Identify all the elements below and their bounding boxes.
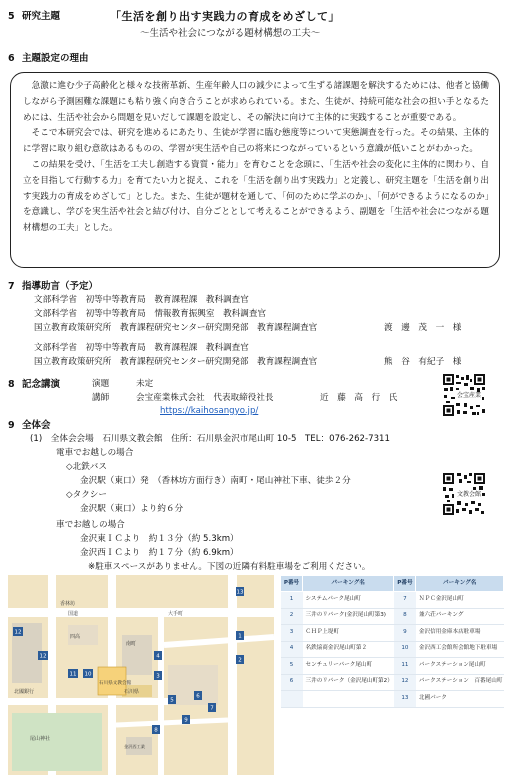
svg-text:4: 4 <box>156 653 160 660</box>
svg-text:2: 2 <box>238 657 242 664</box>
section-9-number: 9 <box>8 420 15 431</box>
lecture-title-label: 演題 <box>92 379 110 389</box>
svg-text:13: 13 <box>236 589 244 596</box>
lecturer-name: 近 藤 高 行 氏 <box>320 393 398 403</box>
parking-name: 金沢西工会館所会館地下駐車場 <box>416 641 504 658</box>
col-no-left: P番号 <box>281 576 303 592</box>
svg-text:9: 9 <box>184 717 188 724</box>
lecture-title-value: 未定 <box>136 379 154 389</box>
research-theme: 「生活を創り出す実践力の育成をめざして」 <box>110 10 340 23</box>
parking-no: 6 <box>281 674 303 691</box>
advisor-line-5: 国立教育政策研究所 教育課程研究センター研究開発部 教育課程調査官 <box>34 357 318 367</box>
reason-paragraph-1: 急激に進む少子高齢化と様々な技術革新、生産年齢人口の減少によって生ずる諸課題を解決するためには、他者と協働しながら予測困難な課題にも粘り強く向き合うことが求められている。また、生徒が、持続可能な社会の担い手となるためには、生活や社会から問題を見いだして課題を設定し、その解決に向けて主体的に実践することが重要である。 <box>23 81 489 123</box>
section-6-number: 6 <box>8 53 15 64</box>
svg-text:7: 7 <box>210 705 214 712</box>
parking-row <box>281 641 504 658</box>
parking-no: 9 <box>394 625 416 642</box>
parking-no: 5 <box>281 658 303 675</box>
parking-no: 1 <box>281 592 303 609</box>
venue-info: (1) 全体会会場 石川県文教会館 住所：石川県金沢市尾山町 10-5 TEL：076-262-7311 <box>30 434 390 444</box>
qr-label-bunkyo: 文教会館 <box>457 491 482 498</box>
section-8-title: 記念講演 <box>22 379 61 390</box>
svg-text:1: 1 <box>238 633 242 640</box>
parking-name: 兼六荘パーキング <box>416 608 504 625</box>
section-7-title: 指導助言（予定） <box>22 281 99 292</box>
section-5-number: 5 <box>8 11 15 22</box>
svg-text:11: 11 <box>69 671 77 678</box>
by-car-heading: 車でお越しの場合 <box>56 520 125 530</box>
reason-box <box>10 72 500 268</box>
col-name-right: パーキング名 <box>416 576 504 592</box>
parking-no: 7 <box>394 592 416 609</box>
parking-no: 11 <box>394 658 416 675</box>
taxi-route: 金沢駅（東口）より約６分 <box>80 504 184 514</box>
lecturer-label: 講師 <box>92 393 110 403</box>
section-5-title: 研究主題 <box>22 11 61 22</box>
parking-name: 三井のリパーク(金沢尾山町第3) <box>303 608 394 625</box>
car-route-east: 金沢東ＩＣより 約１３分（約 5.3km） <box>80 534 239 544</box>
svg-text:8: 8 <box>154 727 158 734</box>
parking-name: 金沢信用金庫本店駐車場 <box>416 625 504 642</box>
advisor-name-1: 渡 邊 茂 一 様 <box>384 323 462 333</box>
reason-paragraph-2: そこで本研究会では、研究を進めるにあたり、生徒が学習に臨む態度等について実態調査を行った。その結果、主体的に学習に取り組む意欲はあるものの、学習が実生活や自己の将来につながっているという意識が低いことがわかった。 <box>23 128 489 155</box>
parking-no: 13 <box>394 691 416 708</box>
research-subtheme: ～生活や社会につながる題材構想の工夫～ <box>140 28 321 39</box>
parking-no: 3 <box>281 625 303 642</box>
svg-text:3: 3 <box>156 673 160 680</box>
advisor-line-2: 文部科学省 初等中等教育局 情報教育振興室 教科調査官 <box>34 309 267 319</box>
section-6-title: 主題設定の理由 <box>22 53 89 64</box>
car-route-west: 金沢西ＩＣより 約１７分（約 6.9km） <box>80 548 239 558</box>
parking-name: ＣＨＰ上堤町 <box>303 625 394 642</box>
parking-name-empty <box>303 691 394 708</box>
map-label-ishikawa: 石川県 <box>124 689 140 695</box>
taxi-heading: ◇タクシー <box>66 490 107 500</box>
company-link[interactable]: https://kaihosangyo.jp/ <box>160 406 259 416</box>
map-label-nishi: 金沢西工業 <box>124 744 145 749</box>
advisor-line-1: 文部科学省 初等中等教育局 教育課程課 教科調査官 <box>34 295 249 305</box>
map-label-hokkoku: 北國銀行 <box>14 689 35 695</box>
map-label-oyama: 尾山神社 <box>30 736 51 742</box>
svg-text:10: 10 <box>84 671 92 678</box>
bus-heading: ◇北鉄バス <box>66 462 107 472</box>
parking-row <box>281 658 504 675</box>
parking-row <box>281 691 504 708</box>
parking-row <box>281 592 504 609</box>
parking-name: システムパーク尾山町 <box>303 592 394 609</box>
parking-row <box>281 608 504 625</box>
col-no-right: P番号 <box>394 576 416 592</box>
parking-name: 北國パーク <box>416 691 504 708</box>
map-label-bunkyo: 石川県文教会館 <box>99 681 132 686</box>
access-map <box>8 575 274 775</box>
parking-no: 4 <box>281 641 303 658</box>
map-label-kokudo: 国道 <box>68 611 79 617</box>
map-label-shikaku: 四高 <box>70 634 81 640</box>
bus-route: 金沢駅（東口）発 （香林坊方面行き）南町・尾山神社下車、徒歩２分 <box>80 476 351 486</box>
section-9-title: 全体会 <box>22 420 51 431</box>
parking-no: 2 <box>281 608 303 625</box>
parking-no: 8 <box>394 608 416 625</box>
parking-name: 名鉄協商金沢尾山町第２ <box>303 641 394 658</box>
map-label-minamicho: 南町 <box>126 641 137 647</box>
parking-name: パークステーション尾山町 <box>416 658 504 675</box>
section-8-number: 8 <box>8 379 15 390</box>
parking-note: ※駐車スペースがありません。下図の近隣有料駐車場をご利用ください。 <box>88 562 371 572</box>
section-7-number: 7 <box>8 281 15 292</box>
parking-table <box>280 575 504 735</box>
parking-row <box>281 674 504 691</box>
advisor-name-2: 熊 谷 有紀子 様 <box>384 357 462 367</box>
parking-no: 10 <box>394 641 416 658</box>
advisor-line-4: 文部科学省 初等中等教育局 教育課程課 教科調査官 <box>34 343 249 353</box>
map-graphic <box>8 575 274 775</box>
parking-name: 三井のリパーク（金沢尾山町第2） <box>303 674 394 691</box>
svg-text:6: 6 <box>196 693 200 700</box>
advisor-line-3: 国立教育政策研究所 教育課程研究センター研究開発部 教育課程調査官 <box>34 323 318 333</box>
parking-no-empty <box>281 691 303 708</box>
by-train-heading: 電車でお越しの場合 <box>56 448 134 458</box>
parking-name: センチュリーパーク尾山町 <box>303 658 394 675</box>
parking-name: パークステーション 百番尾山町 <box>416 674 504 691</box>
svg-text:12: 12 <box>39 653 47 660</box>
lecturer-affiliation: 会宝産業株式会社 代表取締役社長 <box>136 393 274 403</box>
parking-no: 12 <box>394 674 416 691</box>
qr-label-kaiho: 会宝産業 <box>457 392 482 399</box>
map-label-daido: 大手町 <box>168 611 184 617</box>
map-label-korinbo: 香林坊 <box>60 601 76 607</box>
col-name-left: パーキング名 <box>303 576 394 592</box>
reason-paragraph-3: この結果を受け、「生活を工夫し創造する資質・能力」を育むことを念頭に、「生活や社会の変化に主体的に関わり、自立を目指して行動する力」を育てたい力と捉え、これを「生活を創り出す実践力」と定義し、研究主題を「生活を創り出す実践力の育成をめざして」とした。また、生徒が題材を通して、「何のために学ぶのか」、「何ができるようになるのか」を意識し、学びを実生活や社会と結び付け、自分ごととして考えることができるよう、副題を「生活や社会につながる題材構想の工夫」とした。 <box>23 159 489 234</box>
parking-name: ＮＰＣ金沢尾山町 <box>416 592 504 609</box>
parking-row <box>281 625 504 642</box>
svg-text:12: 12 <box>14 629 22 636</box>
svg-text:5: 5 <box>170 697 174 704</box>
